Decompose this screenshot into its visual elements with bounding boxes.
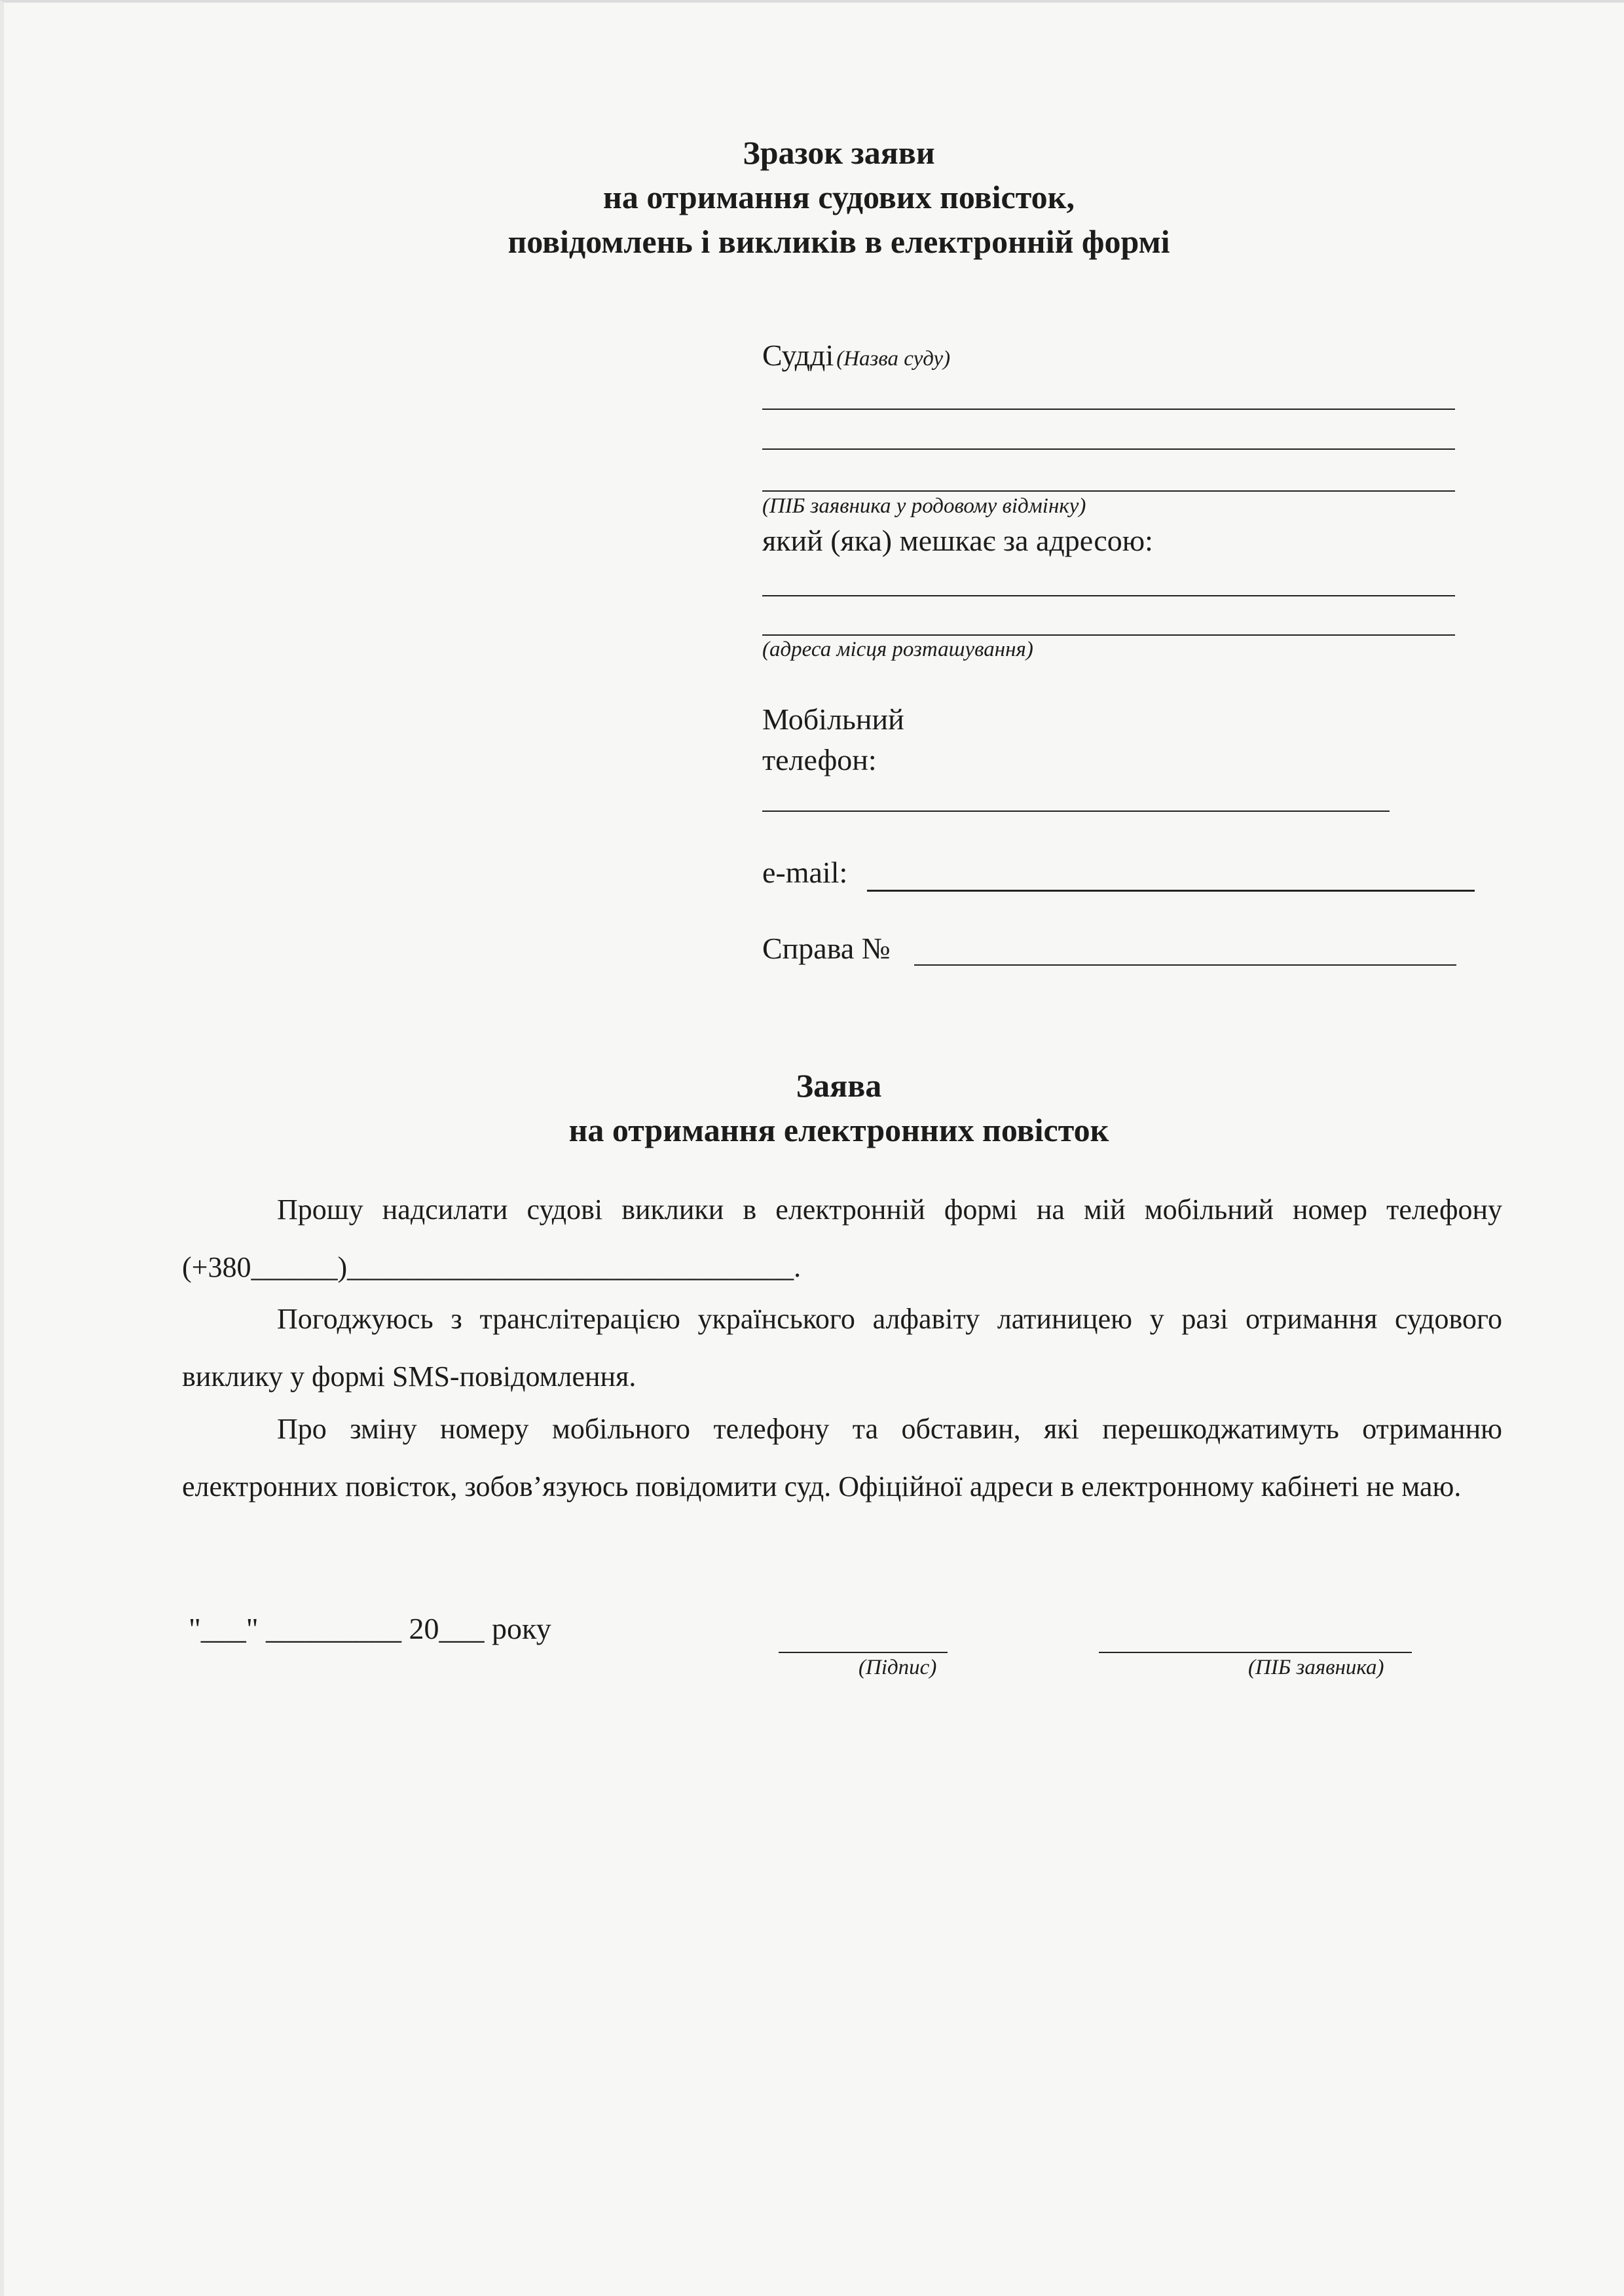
applicant-name-hint: (ПІБ заявника у родовому відмінку) [762, 494, 1086, 518]
date-line: "___" _________ 20___ року [189, 1612, 551, 1645]
title-line-2: на отримання судових повісток, [603, 179, 1075, 215]
signature-label: (Підпис) [858, 1656, 937, 1679]
statement-paragraph-2: Погоджуюсь з транслітерацією українського алфавіту латиницею у разі отримання судового виклику у формі SMS-повідомлення. [182, 1303, 1502, 1393]
mobile-label-line-2: телефон: [762, 743, 877, 776]
case-number-label: Справа № [762, 932, 891, 965]
statement-title [4, 1063, 1624, 1152]
case-number-blank-line[interactable] [914, 964, 1456, 966]
address-blank-line-2[interactable] [762, 634, 1455, 636]
mobile-label-line-1: Мобільний [762, 702, 904, 736]
judge-label: Судді [762, 338, 834, 372]
address-blank-line-1[interactable] [762, 595, 1455, 596]
statement-title-line-1: Заява [796, 1067, 882, 1104]
statement-title-line-2: на отримання електронних повісток [568, 1112, 1109, 1148]
email-blank-line[interactable] [867, 890, 1475, 892]
title-line-1: Зразок заяви [743, 134, 935, 171]
applicant-name-signature-label: (ПІБ заявника) [1248, 1656, 1384, 1679]
judge-line [762, 338, 950, 373]
statement-paragraph-3: Про зміну номеру мобільного телефону та обставин, які перешкоджатимуть отриманню електронних повісток, зобов’язуюсь повідомити суд. Офіційної адреси в електронному кабінеті не маю. [182, 1413, 1502, 1503]
applicant-name-blank-line-1[interactable] [762, 448, 1455, 450]
mobile-phone-blank-line[interactable] [762, 811, 1390, 812]
court-name-blank-line[interactable] [762, 409, 1455, 410]
signature-blank-line[interactable] [779, 1652, 948, 1653]
statement-paragraph-1: Прошу надсилати судові виклики в електронній формі на мій мобільний номер телефону (+380______)_______________________________. [182, 1194, 1502, 1283]
email-label: e-mail: [762, 856, 848, 889]
applicant-name-blank-line-2[interactable] [762, 490, 1455, 492]
applicant-name-signature-blank-line[interactable] [1099, 1652, 1412, 1653]
court-name-hint: (Назва суду) [836, 347, 951, 371]
address-label: який (яка) мешкає за адресою: [762, 524, 1153, 557]
address-hint: (адреса місця розташування) [762, 638, 1033, 661]
title-line-3: повідомлень і викликів в електронній формі [507, 223, 1170, 260]
document-title [4, 130, 1624, 264]
